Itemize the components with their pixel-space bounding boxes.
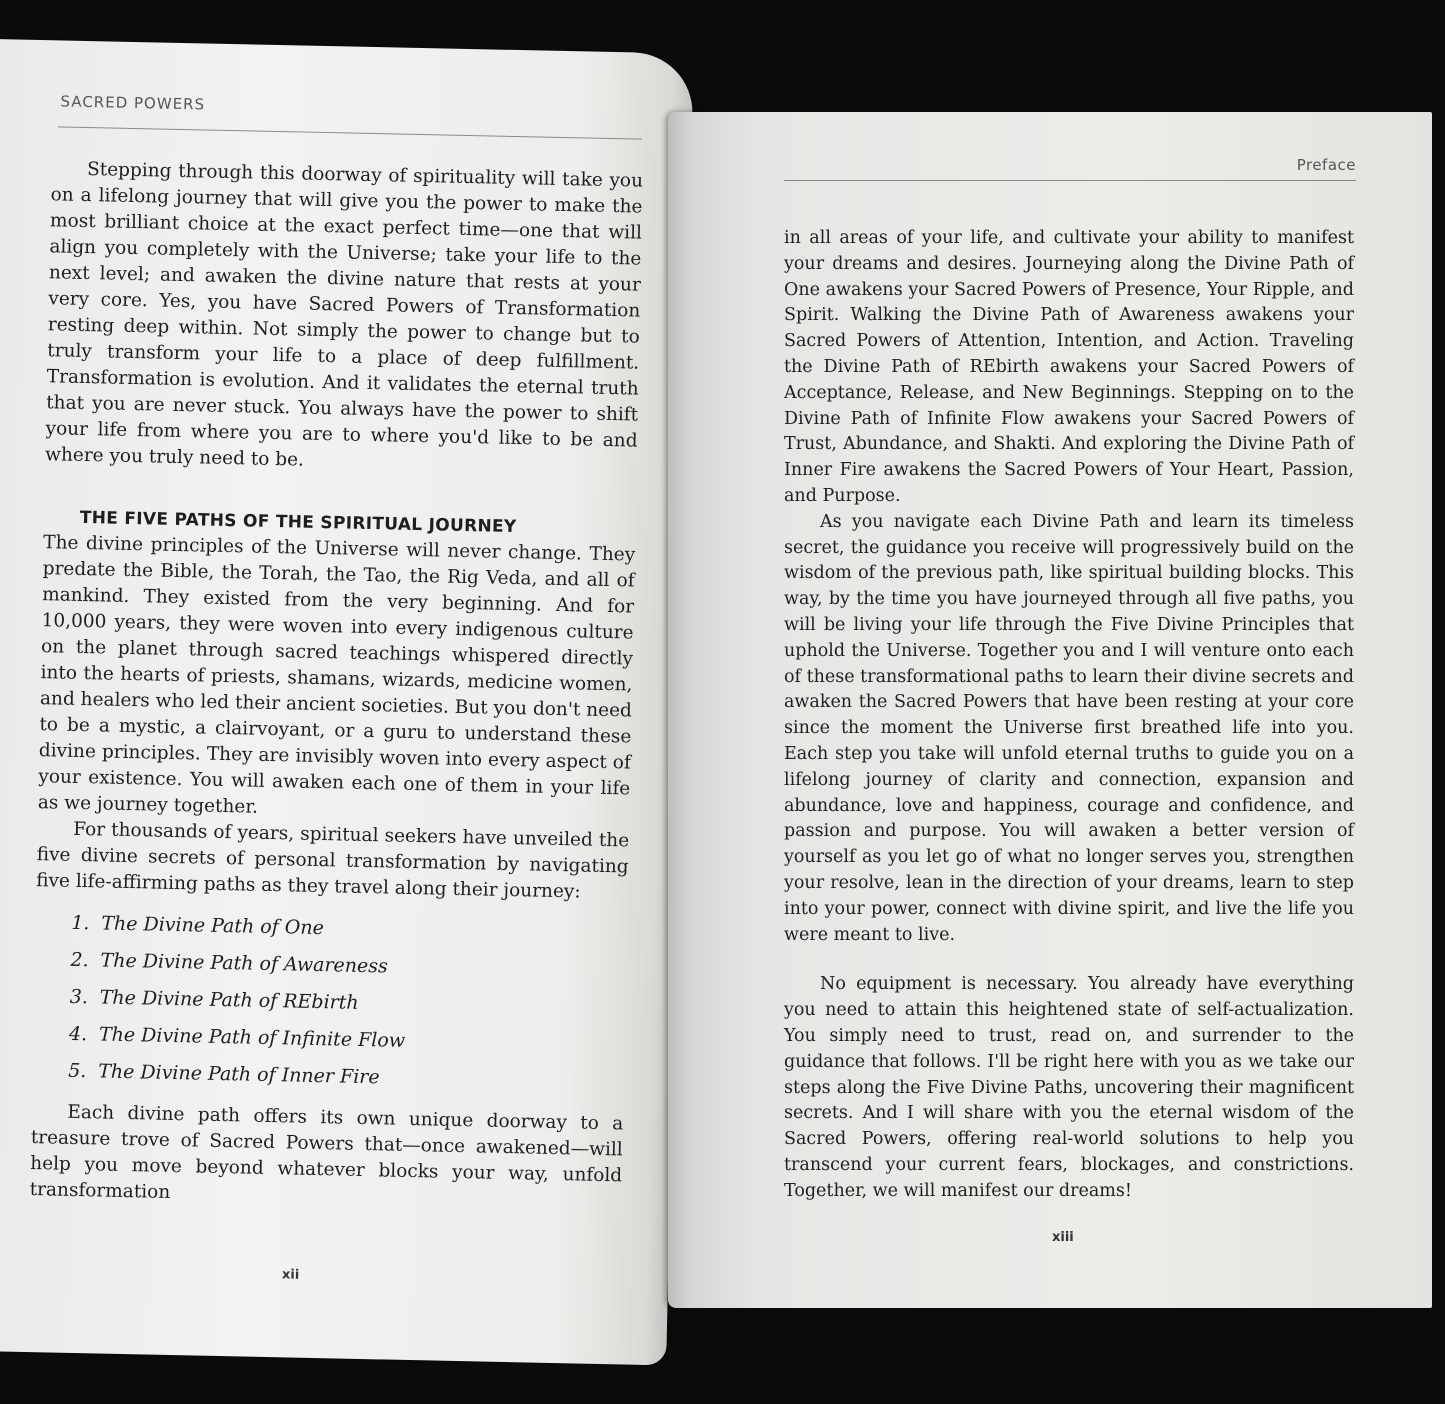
running-head-right: Preface xyxy=(1296,156,1356,174)
running-head-left: SACRED POWERS xyxy=(60,92,206,114)
right-paragraph-3: No equipment is necessary. You already have everything you need to attain this heightened state of self-actualization. You simply need to trust, read on, and surrender to the guidance that follows. I'll be right here with you as we take our steps along the Five Divine Paths, uncovering their magnificent secrets. And I will share with you the eternal wisdom of the Sacred Powers, offering real-world solutions to help you transcend your current fears, blockages, and constrictions. Together, we will manifest our dreams! xyxy=(784,974,1354,1201)
right-paragraph-2: As you navigate each Divine Path and learn its timeless secret, the guidance you receive will progressively build on the wisdom of the previous path, like spiritual building blocks. This way, by the time you have journeyed through all five paths, you will be living your life through the Five Divine Principles that uphold the Universe. Together you and I will venture onto each of these transformational paths to learn their divine secrets and awaken the Sacred Powers that have been resting at your core since the moment the Universe first breathed life into you. Each step you take will unfold eternal truths to guide you on a lifelong journey of clarity and connection, expansion and abundance, love and happiness, courage and confidence, and passion and purpose. You will awaken a better version of yourself as you let go of what no longer serves you, strengthen your resolve, lean in the direction of your dreams, learn to step into your power, connect with divine spirit, and live the life you were meant to live. xyxy=(784,511,1354,945)
left-paragraph-3: For thousands of years, spiritual seekers have unveiled the five divine secrets of personal transformation by navigating five life-affirming paths as they travel along their journey: xyxy=(35,818,630,903)
left-page xyxy=(0,39,694,1366)
left-paragraph-2: The divine principles of the Universe will never change. They predate the Bible, the Torah, the Tao, the Rig Veda, and all of mankind. They existed from the very beginning. And for 10,000 years, they were woven into every indigenous culture on the planet through sacred teachings whispered directly into the hearts of priests, shamans, wizards, medicine women, and healers who led their ancient societies. But you don't need to be a mystic, a clairvoyant, or a guru to understand these divine principles. They are invisibly woven into every aspect of your existence. You will awaken each one of them in your life as we journey together. xyxy=(37,532,636,818)
section-heading: THE FIVE PATHS OF THE SPIRITUAL JOURNEY xyxy=(79,507,517,538)
left-paragraph-4: Each divine path offers its own unique doorway to a treasure trove of Sacred Powers that—once awakened—will help you move beyond whatever blocks your way, unfold transformation xyxy=(29,1101,624,1203)
list-item: 1. The Divine Path of One xyxy=(71,911,325,940)
paths-list xyxy=(32,904,628,1101)
list-item: 5. The Divine Path of Inner Fire xyxy=(67,1059,380,1089)
list-item: 3. The Divine Path of REbirth xyxy=(69,985,359,1014)
left-body xyxy=(29,156,643,1215)
right-paragraph-1: in all areas of your life, and cultivate your ability to manifest your dreams and desires. Journeying along the Divine Path of One awakens your Sacred Powers of Presence, Your Ripple, and Spirit. Walking the Divine Path of Awareness awakens your Sacred Powers of Attention, Intention, and Action. Traveling the Divine Path of REbirth awakens your Sacred Powers of Acceptance, Release, and New Beginnings. Stepping on to the Divine Path of Infinite Flow awakens your Sacred Powers of Trust, Abundance, and Shakti. And exploring the Divine Path of Inner Fire awakens the Sacred Powers of Your Heart, Passion, and Purpose. xyxy=(784,228,1354,506)
page-number-right: xiii xyxy=(1052,1230,1074,1245)
right-page xyxy=(668,112,1432,1308)
page-number-left: xii xyxy=(281,1267,300,1283)
header-rule-left xyxy=(58,126,642,139)
list-item: 4. The Divine Path of Infinite Flow xyxy=(68,1022,406,1052)
list-item: 2. The Divine Path of Awareness xyxy=(70,948,389,978)
header-rule-right xyxy=(784,180,1356,181)
right-body xyxy=(784,226,1354,1204)
left-paragraph-1: Stepping through this doorway of spirituality will take you on a lifelong journey that will give you the power to make the most brilliant choice at the exact perfect time—one that will align you completely with the Universe; take your life to the next level; and awaken the divine nature that rests at your very core. Yes, you have Sacred Powers of Transformation resting deep within. Not simply the power to change but to truly transform your life to a place of deep fulfillment. Transformation is evolution. And it validates the eternal truth that you are never stuck. You always have the power to shift your life from where you are to where you'd like to be and where you truly need to be. xyxy=(44,159,644,471)
